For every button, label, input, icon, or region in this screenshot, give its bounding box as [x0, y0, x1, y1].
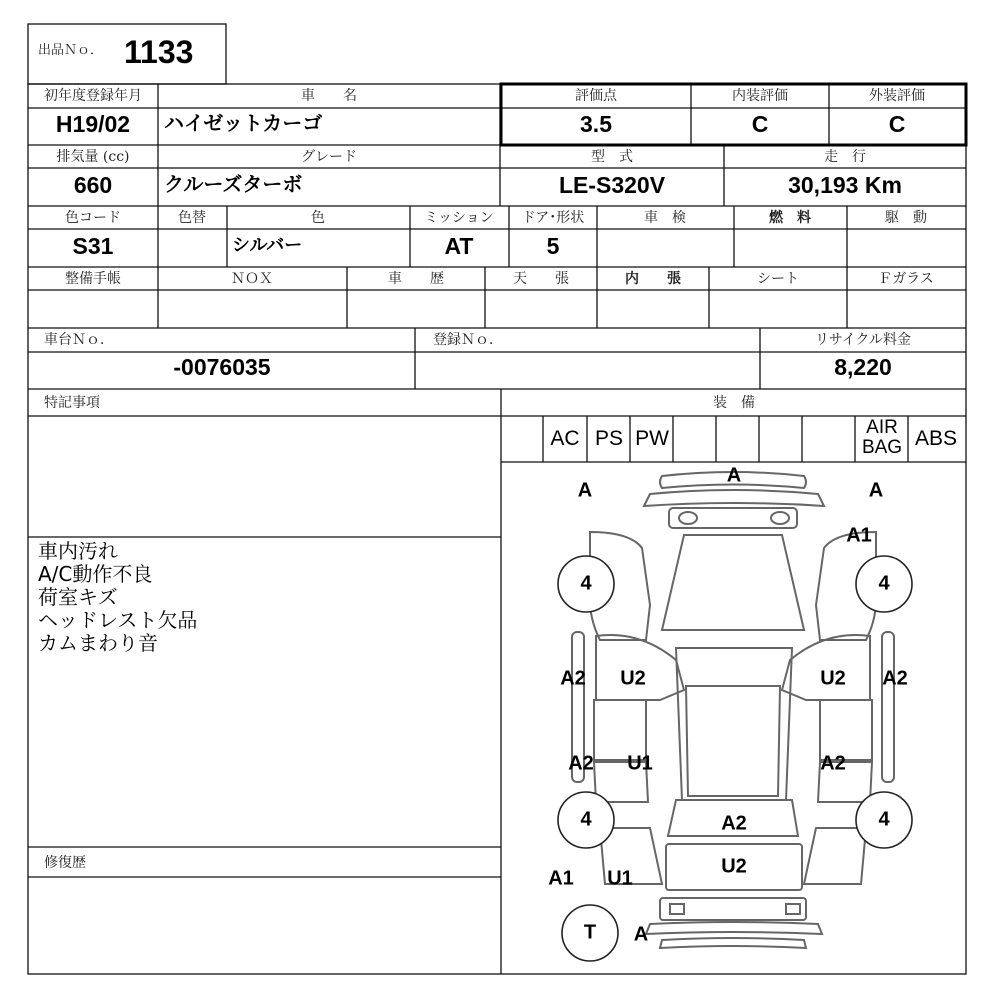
interior-value: C — [751, 111, 769, 137]
exterior-label: 外装評価 — [869, 88, 925, 104]
spare-tire-mark: T — [583, 921, 597, 944]
doors-label: ドア･形状 — [521, 210, 585, 226]
note-line: 荷室キズ — [38, 585, 118, 609]
rear-bumper-shape — [660, 938, 806, 948]
first-reg-value: H19/02 — [55, 111, 131, 137]
score-value: 3.5 — [580, 111, 612, 137]
color-value: シルバー — [232, 235, 303, 256]
fuel-label: 燃 料 — [769, 210, 811, 226]
roof-label: 天 張 — [513, 271, 569, 287]
notes-label: 特記事項 — [44, 395, 100, 411]
chassis-value: -0076035 — [173, 354, 271, 380]
damage-mark: A2 — [882, 667, 908, 690]
damage-mark: U1 — [627, 752, 653, 775]
damage-mark: A2 — [721, 812, 747, 835]
seat-label: シート — [757, 271, 799, 287]
damage-mark: A — [726, 464, 742, 487]
equipment-pw: PW — [635, 427, 669, 450]
transmission-value: AT — [444, 233, 474, 259]
note-line: ヘッドレスト欠品 — [38, 608, 198, 632]
equipment-label: 装 備 — [713, 395, 755, 411]
damage-mark: A — [577, 479, 593, 502]
equipment-abs: ABS — [914, 427, 958, 450]
note-line: 車内汚れ — [38, 539, 118, 563]
tire-rear-left-mark: 4 — [580, 808, 592, 831]
color-code-label: 色コード — [65, 210, 121, 226]
lot-number: 1133 — [124, 34, 194, 70]
maintenance-label: 整備手帳 — [65, 271, 121, 287]
displacement-label: 排気量 (cc) — [56, 149, 130, 165]
tire-front-right-mark: 4 — [878, 572, 890, 595]
roof-shape — [676, 648, 792, 800]
recycle-label: リサイクル料金 — [814, 332, 912, 348]
history-label: 車 歴 — [388, 271, 444, 287]
displacement-value: 660 — [73, 172, 113, 198]
exterior-value: C — [888, 111, 906, 137]
interior-trim-label: 内 張 — [625, 271, 681, 287]
car-name-value: ハイゼットカーゴ — [164, 111, 323, 135]
repaint-label: 色替 — [178, 210, 206, 226]
damage-mark: U2 — [820, 667, 846, 690]
drive-label: 駆 動 — [885, 210, 927, 226]
repair-history-label: 修復歴 — [44, 855, 86, 871]
glass-label: Ｆガラス — [878, 271, 934, 287]
doors-value: 5 — [546, 233, 560, 259]
grade-value: クルーズターボ — [164, 172, 303, 196]
tire-rear-right-mark: 4 — [878, 808, 890, 831]
registration-label: 登録Ｎｏ． — [433, 332, 503, 348]
interior-label: 内装評価 — [732, 88, 788, 104]
chassis-label: 車台Ｎｏ． — [44, 332, 114, 348]
damage-mark: A2 — [560, 667, 586, 690]
mileage-value: 30,193 Km — [788, 172, 902, 198]
mileage-label: 走 行 — [824, 149, 866, 165]
damage-mark: U2 — [721, 855, 747, 878]
damage-mark: A1 — [846, 524, 872, 547]
first-reg-label: 初年度登録年月 — [44, 88, 142, 104]
equipment-ps: PS — [594, 427, 624, 450]
model-value: LE-S320V — [558, 172, 666, 198]
model-label: 型 式 — [591, 149, 633, 165]
note-line: A/C動作不良 — [38, 562, 153, 586]
damage-mark: U1 — [607, 867, 633, 890]
damage-mark: A2 — [568, 752, 594, 775]
recycle-value: 8,220 — [834, 354, 892, 380]
color-label: 色 — [311, 210, 325, 226]
car-name-label: 車 名 — [301, 88, 357, 104]
damage-mark: U2 — [620, 667, 646, 690]
score-label: 評価点 — [575, 88, 617, 104]
tire-front-left-mark: 4 — [580, 572, 592, 595]
inspection-label: 車 検 — [644, 210, 686, 226]
color-code-value: S31 — [72, 233, 114, 259]
damage-mark: A — [868, 479, 884, 502]
grade-label: グレード — [301, 149, 357, 165]
note-line: カムまわり音 — [38, 631, 158, 655]
damage-mark: A2 — [820, 752, 846, 775]
notes-list — [38, 540, 197, 655]
nox-label: ＮＯＸ — [231, 271, 273, 287]
equipment-ac: AC — [550, 427, 580, 450]
lot-label: 出品Ｎｏ． — [38, 43, 104, 58]
damage-mark: A — [633, 923, 649, 946]
transmission-label: ミッション — [424, 210, 494, 226]
damage-mark: A1 — [548, 867, 574, 890]
equipment-airbag: AIR BAG — [861, 417, 903, 458]
windshield-shape — [662, 535, 804, 630]
